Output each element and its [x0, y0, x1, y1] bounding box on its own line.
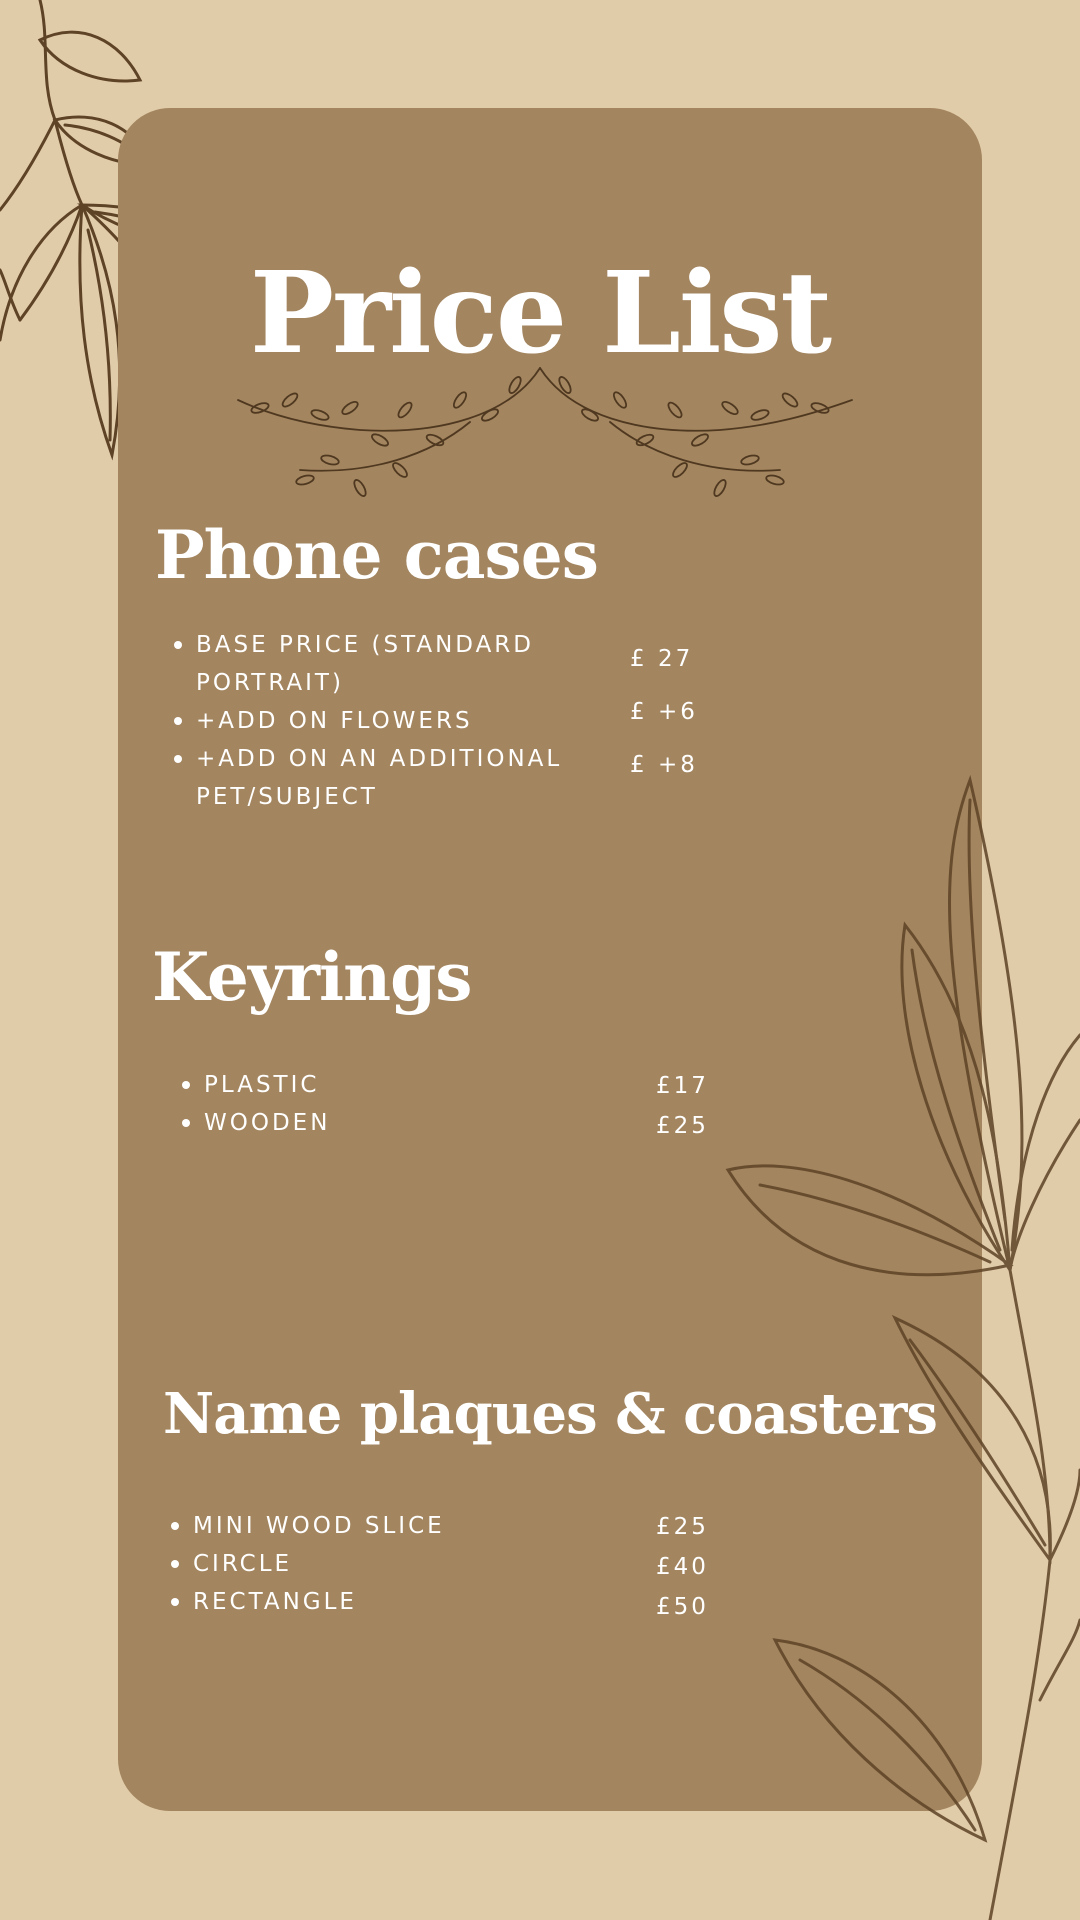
item-price: £ 27 [630, 646, 694, 672]
item-price: £40 [656, 1554, 709, 1580]
list-item: MINI WOOD SLICE [193, 1507, 613, 1545]
list-item: +ADD ON AN ADDITIONAL PET/SUBJECT [196, 740, 586, 816]
list-item: RECTANGLE [193, 1583, 613, 1621]
list-item: WOODEN [204, 1104, 564, 1142]
list-item: PLASTIC [204, 1066, 564, 1104]
section-title-name-plaques: Name plaques & coasters [163, 1381, 937, 1447]
item-price: £25 [656, 1514, 709, 1540]
item-price: £25 [656, 1113, 709, 1139]
item-list [204, 1066, 564, 1142]
item-price: £ +8 [630, 752, 698, 778]
item-price: £50 [656, 1594, 709, 1620]
list-item: +ADD ON FLOWERS [196, 702, 586, 740]
item-list [193, 1507, 613, 1621]
section-title-keyrings: Keyrings [152, 938, 472, 1016]
list-item: CIRCLE [193, 1545, 613, 1583]
list-item: BASE PRICE (STANDARD PORTRAIT) [196, 626, 586, 702]
section-title-phone-cases: Phone cases [155, 516, 598, 594]
item-price: £17 [656, 1073, 709, 1099]
item-list [196, 626, 586, 816]
item-price: £ +6 [630, 699, 698, 725]
garland-icon [230, 360, 860, 510]
page-title: Price List [249, 248, 831, 379]
